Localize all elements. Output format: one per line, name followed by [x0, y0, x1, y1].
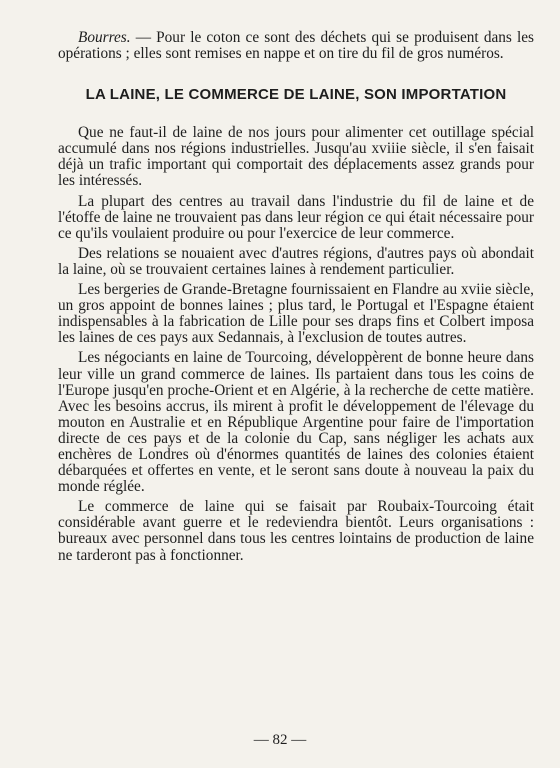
paragraph-3: Des relations se nouaient avec d'autres régions, d'autres pays où abondait la laine, où se trouvaient certaines laines à rendement particulier.	[58, 244, 534, 278]
intro-paragraph	[58, 30, 534, 62]
paragraph-1: Que ne faut-il de laine de nos jours pour alimenter cet outillage spécial accumulé dans nos régions industrielles. Jusqu'au xviiie siècle, il s'en faisait déjà un trafic important qui comportait des déplacements assez grands pour les intéressés.	[58, 124, 534, 190]
section-title: LA LAINE, LE COMMERCE DE LAINE, SON IMPORTATION	[85, 86, 507, 104]
intro-term: Bourres.	[78, 29, 131, 46]
page-number: — 82 —	[253, 732, 307, 748]
paragraph-5: Les négociants en laine de Tourcoing, développèrent de bonne heure dans leur ville un grand commerce de laines. Ils partaient dans tous les coins de l'Europe jusqu'en proche-Orient et en Algérie, à la recherche de cette matière. Avec les besoins accrus, ils mirent à profit le développement de l'élevage du mouton en Australie et en République Argentine pour faire de l'importation directe de ces pays et de la colonie du Cap, sans négliger les achats aux enchères de Londres où d'énormes quantités de laines des colonies étaient débarquées et offertes en vente, et le seront sans doute à nouveau la paix du monde réglée.	[58, 349, 534, 496]
intro-text: — Pour le coton ce sont des déchets qui se produisent dans les opérations ; elles sont remises en nappe et on tire du fil de gros numéros.	[58, 29, 534, 63]
paragraph-2: La plupart des centres au travail dans l'industrie du fil de laine et de l'étoffe de laine ne trouvaient pas dans leur région ce qui était nécessaire pour ce qu'ils voulaient produire ou pour l'exercice de leur commerce.	[58, 192, 534, 242]
section-wool-trade	[58, 86, 534, 563]
paragraph-4: Les bergeries de Grande-Bretagne fournissaient en Flandre au xviie siècle, un gros appoint de bonnes laines ; plus tard, le Portugal et l'Espagne étaient indispensables à la fabrication de Lille pour ses draps fins et Colbert imposa les laines de ces pays aux Sedannais, à l'exclusion de toutes autres.	[58, 281, 534, 347]
paragraph-6: Le commerce de laine qui se faisait par Roubaix-Tourcoing était considérable avant guerre et le redeviendra bientôt. Leurs organisations : bureaux avec personnel dans tous les centres lointains de production de laine ne tarderont pas à fonctionner.	[58, 498, 534, 564]
